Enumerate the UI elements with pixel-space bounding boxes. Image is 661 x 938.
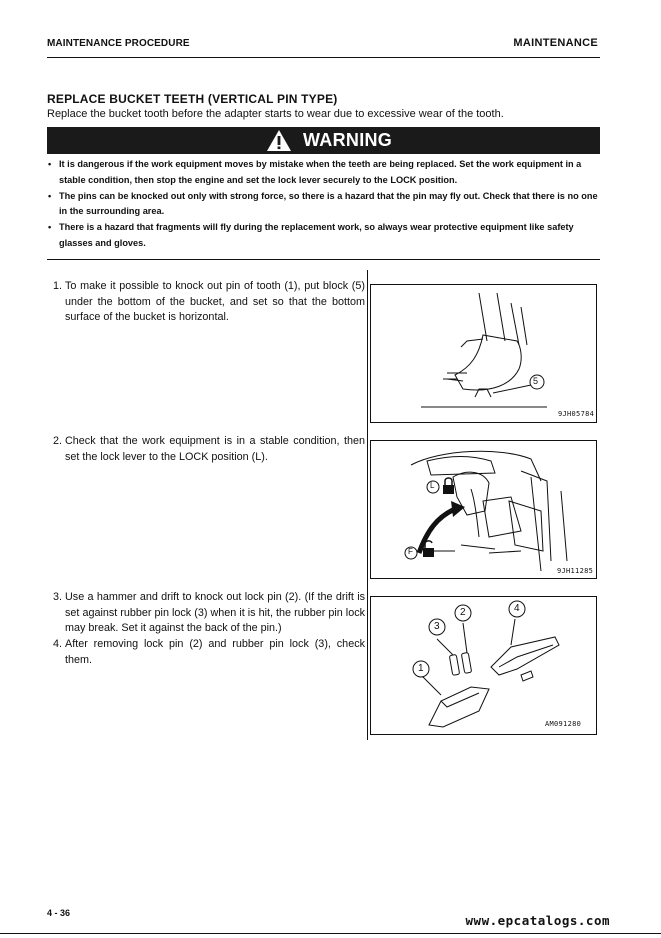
warning-icon [266,129,292,152]
warning-item: • The pins can be knocked out only with strong force, so there is a hazard that the pin may fly out. Check that there is no one in the surrounding area. [48,190,598,217]
bullet-icon: • [48,222,52,233]
figure-code: AM091280 [545,720,582,728]
step-1: 1. To make it possible to knock out pin of tooth (1), put block (5) under the bottom of the bucket, and set so that the bottom surface of the bucket is horizontal. [53,280,365,324]
warning-rule [47,259,600,260]
warning-banner [47,127,600,154]
column-divider [367,270,368,740]
step-4: 4. After removing lock pin (2) and rubber pin lock (3), check them. [53,638,365,666]
header-chapter-label: MAINTENANCE [513,37,598,49]
free-position-label: F [408,547,413,556]
lock-position-label: L [430,481,435,490]
step-2: 2. Check that the work equipment is in a stable condition, then set the lock lever to the LOCK position (L). [53,435,365,463]
callout-5-label: 5 [533,376,539,386]
figure-tooth-parts [370,596,597,735]
section-title: REPLACE BUCKET TEETH (VERTICAL PIN TYPE) [47,92,338,106]
lock-lever-illustration [371,441,596,578]
callout-3-label: 3 [434,621,440,632]
figure-code: 9JH05784 [558,410,595,418]
warning-item: • There is a hazard that fragments will fly during the replacement work, so always wear protective equipment like safety glasses and gloves. [48,222,574,248]
warning-list [47,157,600,252]
bullet-icon: • [48,159,52,169]
bucket-illustration [371,285,596,422]
header-section-label: MAINTENANCE PROCEDURE [47,38,190,49]
lock-open-icon [423,541,434,557]
section-intro: Replace the bucket tooth before the adapter starts to wear due to excessive wear of the tooth. [47,108,504,120]
figure-code: 9JH11285 [557,567,594,575]
figure-lock-lever [370,440,597,579]
lock-closed-icon [443,478,454,494]
website-link[interactable]: www.epcatalogs.com [465,913,610,928]
bullet-icon: • [48,190,52,201]
tooth-parts-illustration [371,597,596,734]
footer-rule [0,933,661,934]
callout-2-label: 2 [460,607,466,618]
warning-item: • It is dangerous if the work equipment moves by mistake when the teeth are being replaced. Set the work equipment in a stable condition, then stop the engine and set the lock lever securely to the LOCK position. [48,159,582,185]
figure-bucket-on-block [370,284,597,423]
callout-1-label: 1 [418,663,424,674]
page-number: 4 - 36 [47,908,71,918]
callout-4-label: 4 [514,603,520,614]
step-3: 3. Use a hammer and drift to knock out lock pin (2). (If the drift is set against rubber pin lock (3) when it is hit, the rubber pin lock may break. Set it against the back of the pin.) [53,591,365,635]
warning-label: WARNING [303,130,393,150]
header-rule [47,57,600,58]
